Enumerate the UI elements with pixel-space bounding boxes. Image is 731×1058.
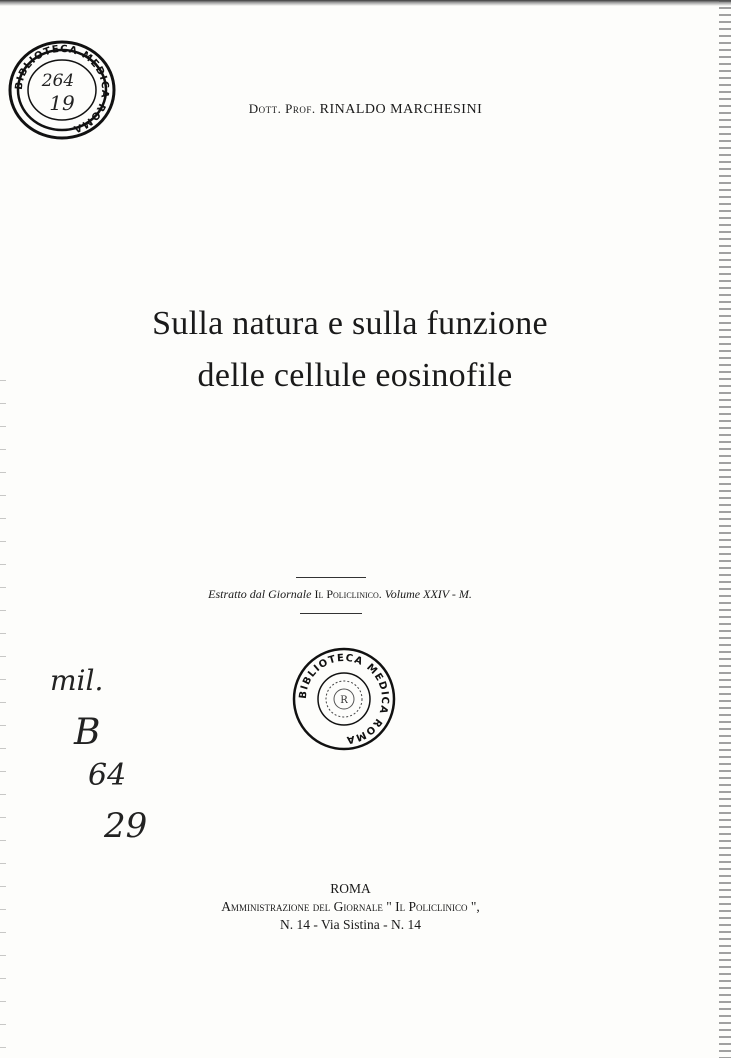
scan-edge-top	[0, 0, 731, 6]
author-line	[0, 101, 731, 118]
publisher-line-2: Amministrazione del Giornale " Il Policlinico ",	[221, 899, 480, 914]
publisher-block	[0, 880, 701, 934]
scan-edge-right	[719, 0, 731, 1058]
library-stamp-center	[288, 646, 400, 752]
rule-lower	[300, 613, 362, 614]
library-stamp-top	[6, 36, 118, 140]
stamp-top-handwritten-1: 264	[41, 71, 75, 91]
handwritten-note-4: 29	[104, 806, 148, 846]
publisher-line-3: N. 14 - Via Sistina - N. 14	[279, 917, 422, 932]
author-name: RINALDO MARCHESINI	[319, 102, 483, 117]
extract-prefix: Estratto dal Giornale	[208, 587, 312, 601]
handwritten-note-3: 64	[88, 758, 127, 793]
handwritten-note-2: B	[74, 712, 101, 753]
stamp-top-text: BIBLIOTECA MEDICA ROMA	[13, 43, 111, 135]
author-prefix: Dott. Prof.	[248, 101, 316, 116]
title-line-1: Sulla natura e sulla funzione	[152, 305, 548, 342]
title-line-2: delle cellule eosinofile	[197, 357, 513, 394]
handwritten-note-1: mil.	[50, 664, 104, 697]
publisher-city: ROMA	[330, 881, 371, 896]
stamp-center-mark: R	[340, 695, 348, 706]
rule-upper	[296, 577, 366, 578]
stamp-top-handwritten-2: 19	[49, 91, 75, 115]
document-title	[0, 298, 700, 402]
extract-line	[0, 587, 680, 602]
stamp-center-text: BIBLIOTECA MEDICA ROMA	[297, 652, 391, 746]
scan-edge-left	[0, 380, 6, 1058]
extract-journal: Il Policlinico.	[314, 587, 382, 601]
extract-volume: Volume XXIV - M.	[384, 587, 472, 601]
